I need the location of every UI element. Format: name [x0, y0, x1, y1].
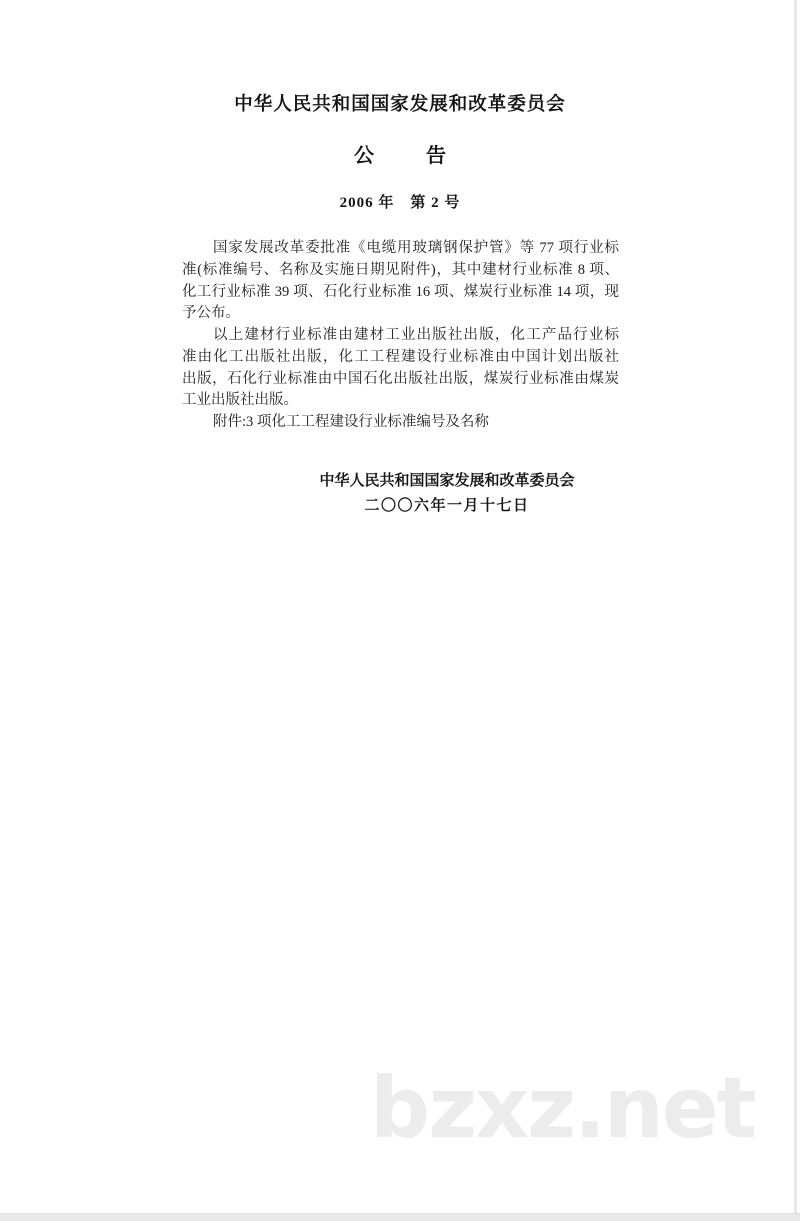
body-line: 国家发展改革委批准《电缆用玻璃钢保护管》等 77 项行业标 — [213, 240, 619, 256]
scan-edge-bottom — [0, 1213, 800, 1221]
site-watermark: bzxz.net — [370, 1059, 755, 1157]
document-body — [182, 238, 619, 434]
body-line: 准由化工出版社出版，化工工程建设行业标准由中国计划出版社 — [182, 348, 619, 365]
body-line: 以上建材行业标准由建材工业出版社出版，化工产品行业标 — [213, 327, 619, 343]
attachment-note-line: 附件:3 项化工工程建设行业标准编号及名称 — [213, 414, 489, 430]
issuer-title: 中华人民共和国国家发展和改革委员会 — [234, 95, 566, 115]
body-line: 出版，石化行业标准由中国石化出版社出版，煤炭行业标准由煤炭 — [182, 370, 619, 387]
body-line: 予公布。 — [182, 305, 240, 322]
signature-date: 二〇〇六年一月十七日 — [364, 497, 530, 514]
document-type-title: 公告 — [354, 145, 498, 167]
body-line: 工业出版社出版。 — [182, 392, 298, 409]
signature-organization: 中华人民共和国国家发展和改革委员会 — [319, 473, 575, 489]
body-line: 准(标准编号、名称及实施日期见附件)，其中建材行业标准 8 项、 — [182, 261, 619, 278]
body-line: 化工行业标准 39 项、石化行业标准 16 项、煤炭行业标准 14 项，现 — [182, 283, 619, 300]
issue-number: 2006 年 第 2 号 — [339, 195, 461, 211]
scan-edge-right — [794, 0, 797, 1221]
signature-block — [277, 469, 617, 518]
